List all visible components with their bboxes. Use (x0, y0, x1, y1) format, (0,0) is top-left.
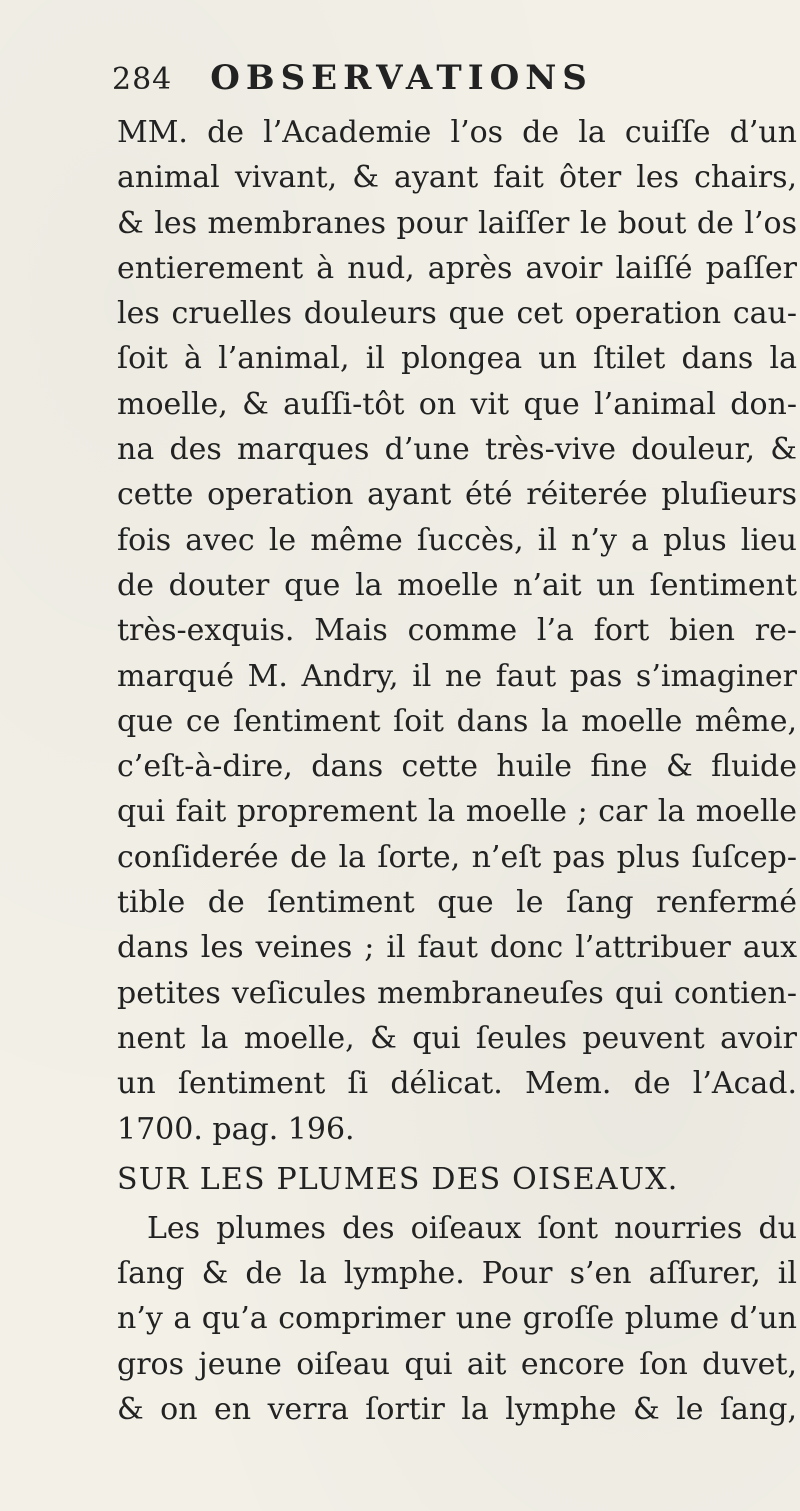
text-line: moelle, & auſſi-tôt on vit que l’animal don- (117, 386, 797, 422)
text-line: qui fait proprement la moelle ; car la moelle (117, 794, 797, 830)
text-line: un ſentiment ſi délicat. Mem. de l’Acad. (117, 1066, 797, 1102)
running-title: OBSERVATIONS (210, 58, 593, 98)
text-line: Les plumes des oiſeaux ſont nourries du (147, 1210, 797, 1246)
text-line: MM. de l’Academie l’os de la cuiſſe d’un (117, 115, 797, 150)
section-heading: SUR LES PLUMES DES OISEAUX. (117, 1161, 679, 1197)
text-line: dans les veines ; il faut donc l’attribuer aux (117, 930, 797, 966)
running-head (112, 58, 593, 112)
text-line: 1700. pag. 196. (117, 1111, 355, 1147)
text-line: fois avec le même ſuccès, il n’y a plus lieu (117, 522, 797, 558)
text-line: marqué M. Andry, il ne faut pas s’imaginer (117, 658, 797, 694)
text-line: animal vivant, & ayant fait ôter les chairs, (117, 160, 797, 196)
text-line: gros jeune oiſeau qui ait encore ſon duvet, (117, 1346, 797, 1382)
text-line: na des marques d’une très-vive douleur, & (117, 432, 797, 468)
text-line: n’y a qu’a comprimer une groſſe plume d’un (117, 1301, 797, 1337)
text-line: très-exquis. Mais comme l’a fort bien re- (117, 613, 797, 649)
text-line: tible de ſentiment que le ſang renfermé (117, 885, 797, 921)
text-line: & on en verra ſortir la lymphe & le ſang, (117, 1392, 797, 1428)
text-line: petites veſicules membraneuſes qui contien- (117, 975, 797, 1011)
text-line: les cruelles douleurs que cet operation cau- (117, 296, 797, 332)
text-line: entierement à nud, après avoir laiſſé paſſer (117, 250, 797, 286)
body-text (117, 110, 797, 1432)
text-line: que ce ſentiment ſoit dans la moelle même, (117, 703, 797, 739)
text-line: ſang & de la lymphe. Pour s’en aſſurer, il (117, 1256, 797, 1292)
text-line: & les membranes pour laiſſer le bout de l’os (117, 205, 797, 241)
text-line: c’eſt-à-dire, dans cette huile fine & fluide (117, 749, 797, 785)
page-number: 284 (112, 62, 173, 97)
text-line: conſiderée de la ſorte, n’eſt pas plus ſuſcep- (117, 839, 797, 875)
text-line: cette operation ayant été réiterée pluſieurs (117, 477, 797, 513)
text-line: nent la moelle, & qui ſeules peuvent avoir (117, 1020, 797, 1056)
text-line: ſoit à l’animal, il plongea un ſtilet dans la (117, 341, 797, 377)
text-line: de douter que la moelle n’ait un ſentiment (117, 567, 797, 603)
